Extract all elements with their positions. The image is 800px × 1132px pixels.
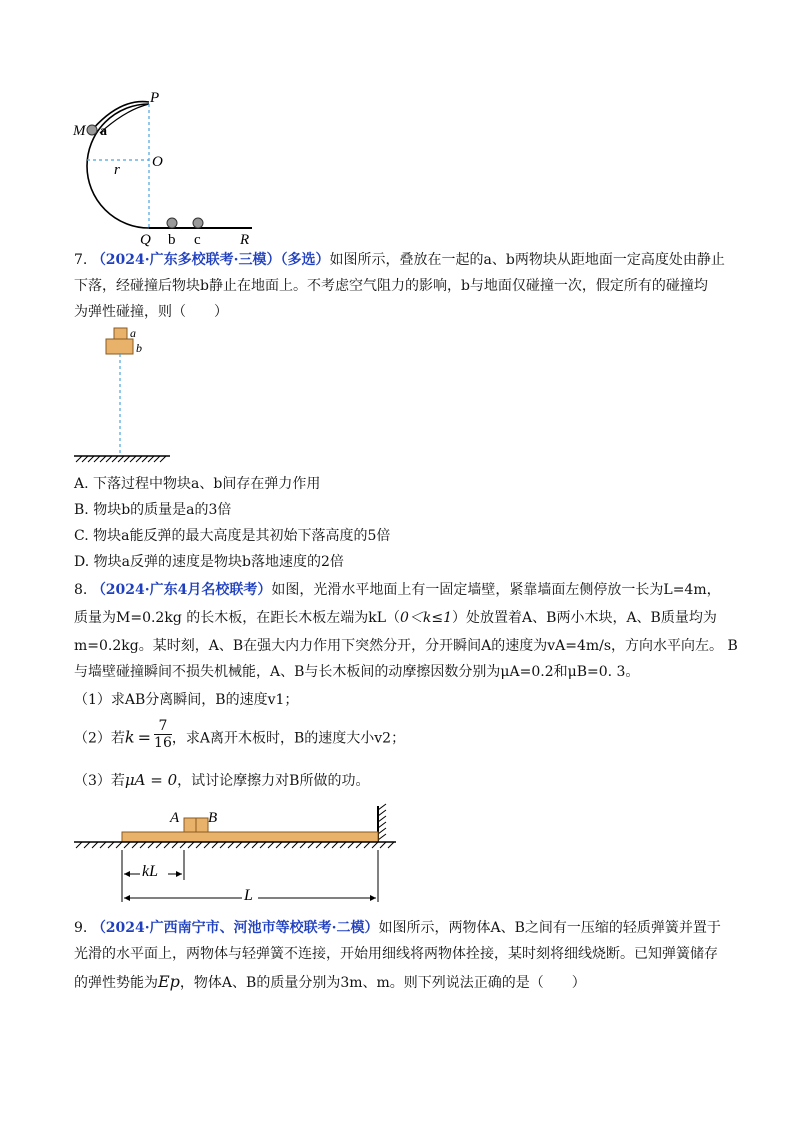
q9-line1 [74,918,721,938]
q9-ep-symbol: Ep [158,972,180,991]
q8-sub3-prefix: （3）若 [74,773,125,789]
label-c: c [194,232,201,248]
block-A [184,818,196,832]
block-b [106,339,133,354]
q8-line2 [74,608,717,628]
q8-text-2c: ）处放置着A、B两小木块，A、B质量均为 [452,610,717,626]
label-L: L [244,887,253,904]
label-block-B: B [208,810,218,826]
block-B [196,818,208,832]
q9-line2: 光滑的水平面上，两物体与轻弹簧不连接，开始用细线将两物体拴接，某时刻将细线烧断。已知弹簧储存 [74,946,718,962]
q8-sub2-prefix: （2）若 [74,730,125,747]
q7-line2: 下落，经碰撞后物块b静止在地面上。不考虑空气阻力的影响，b与地面仅碰撞一次，假定所有的碰撞均 [74,278,708,294]
q8-sub2-k: k [124,727,135,747]
label-r: r [114,162,120,178]
q8-line4: 与墙壁碰撞瞬间不损失机械能，A、B与长木板间的动摩擦因数分别为μA=0.2和μB=0. 3。 [74,664,640,680]
label-R: R [240,232,250,248]
ball-c [193,218,203,228]
q9-text-3b: ，物体A、B的质量分别为3m、m。则下列说法正确的是（ ） [179,975,586,991]
q7-option-a-label: A. [74,476,89,492]
q8-line1 [74,580,721,600]
q7-option-c [74,526,390,546]
q8-sub1: （1）求AB分离瞬间，B的速度v1； [74,692,299,708]
q7-option-c-text: 物块a能反弹的最大高度是其初始下落高度的5倍 [93,528,391,544]
ball-b [167,218,177,228]
q7-option-a-text: 下落过程中物块a、b间存在弹力作用 [93,476,321,492]
q8-sub2-eq: = [137,727,152,747]
q8-sub3-suffix: ，试讨论摩擦力对B所做的功。 [177,773,370,789]
q7-option-b-text: 物块b的质量是a的3倍 [93,502,232,518]
q7-option-c-label: C. [74,528,89,544]
q7-line3: 为弹性碰撞，则（ ） [74,304,228,320]
q8-fraction-den: 16 [154,735,172,751]
q9-number: 9. [74,920,88,936]
q8-text-1: 如图，光滑水平地面上有一固定墙壁，紧靠墙面左侧停放一长为L=4m， [271,582,721,598]
label-a: a [100,124,107,139]
q8-sub3 [74,770,369,791]
label-M: M [73,123,86,139]
q9-text-1: 如图所示，两物体A、B之间有一压缩的轻质弹簧并置于 [378,920,721,936]
long-board [122,832,378,842]
q8-fraction-num: 7 [154,718,172,735]
q8-sub3-mu: μA = 0 [124,771,178,789]
q9-source-tag: （2024·广西南宁市、河池市等校联考·二模） [91,920,379,936]
label-b: b [168,232,176,248]
q8-k-range: 0＜k≤1 [400,610,453,626]
q8-source-tag: （2024·广东4月名校联考） [91,582,272,598]
ground-hatch [76,842,394,848]
q7-option-d-text: 物块a反弹的速度是物块b落地速度的2倍 [93,554,344,570]
floor-hatch [76,456,166,462]
q7-line1 [74,250,725,270]
label-block-a: a [130,326,136,340]
q7-option-a [74,474,320,494]
q7-option-b-label: B. [74,502,89,518]
label-O: O [152,154,163,170]
figure-8-board [70,800,400,905]
wall-hatch [378,804,386,840]
q7-number: 7. [74,252,88,268]
label-block-A: A [170,810,180,826]
q8-number: 8. [74,582,88,598]
label-kL: kL [142,863,158,880]
q7-option-d [74,552,344,572]
q7-text-1: 如图所示，叠放在一起的a、b两物块从距地面一定高度处由静止 [329,252,725,268]
q9-text-3a: 的弹性势能为 [74,975,158,991]
label-P: P [150,90,160,106]
block-a [114,328,127,339]
q8-sub2 [74,718,406,751]
label-Q: Q [140,232,151,248]
q8-sub2-suffix: ，求A离开木板时，B的速度大小v2； [171,730,406,747]
q7-option-b [74,500,231,520]
ball-a [87,125,97,135]
q7-source-tag: （2024·广东多校联考·三模）（多选） [91,252,330,268]
q9-line3 [74,972,586,993]
q8-fraction [154,718,172,751]
q8-text-2a: 质量为M=0.2kg 的长木板，在距长木板左端为kL（ [74,610,401,626]
q8-line3: m=0.2kg。某时刻，A、B在强大内力作用下突然分开，分开瞬间A的速度为vA=4m/s，方向水平向左。 B [74,638,738,654]
label-block-b: b [136,341,142,355]
figure-6-track [70,88,270,248]
figure-7-stack [70,322,180,464]
q7-option-d-label: D. [74,554,90,570]
